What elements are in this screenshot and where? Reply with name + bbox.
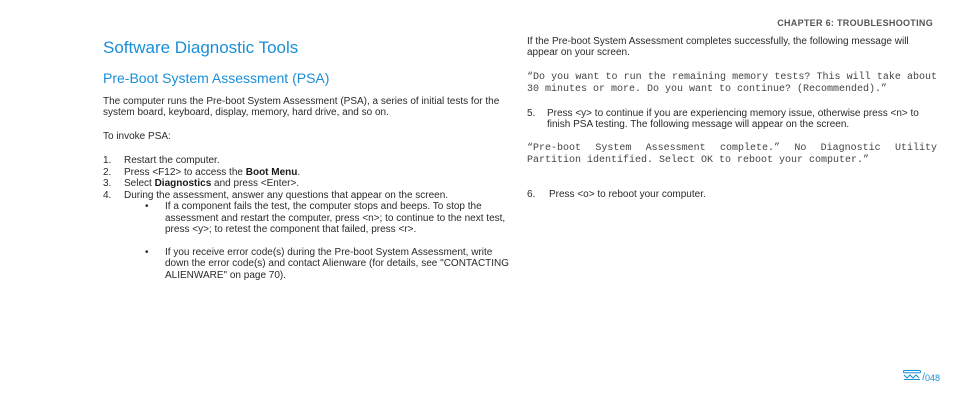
- step-text: .: [297, 166, 301, 178]
- bullet-icon: •: [145, 201, 149, 212]
- page-footer: [903, 365, 940, 383]
- step-5: [527, 108, 937, 130]
- step-text: Press <y> to continue if you are experiencing memory issue, otherwise press <n> to finish PSA testing. The following message will appear on the screen.: [547, 108, 919, 130]
- boot-menu-label: Boot Menu: [245, 166, 298, 178]
- list-item: [103, 190, 513, 282]
- step-number: 6.: [527, 189, 536, 200]
- step-number: 5.: [527, 108, 536, 119]
- step-number: 2.: [103, 166, 112, 178]
- steps-list: [103, 155, 513, 281]
- page-number: 048: [924, 373, 940, 383]
- bullet-list: [124, 201, 513, 281]
- step-text: During the assessment, answer any questions that appear on the screen.: [124, 189, 449, 201]
- step-text: Press <F12> to access the: [124, 166, 246, 178]
- page-title: Software Diagnostic Tools: [103, 38, 299, 57]
- step-number: 1.: [103, 155, 112, 166]
- diagnostics-label: Diagnostics: [154, 178, 212, 189]
- step-text: Press <o> to reboot your computer.: [549, 189, 706, 200]
- step-text: Restart the computer.: [124, 155, 220, 166]
- success-paragraph: If the Pre-boot System Assessment completes successfully, the following message will appear on your screen.: [527, 36, 909, 58]
- bullet-item: [143, 201, 513, 236]
- memory-test-message: “Do you want to run the remaining memory tests? This will take about 30 minutes or more. Do you want to continue? (Recommended).”: [527, 72, 937, 95]
- invoke-paragraph: To invoke PSA:: [103, 131, 171, 142]
- alienware-logo-icon: [903, 370, 921, 380]
- bullet-icon: •: [145, 246, 149, 258]
- step-text: Select: [124, 178, 155, 189]
- list-item: [103, 167, 513, 179]
- left-column: [103, 36, 513, 281]
- step-6: [527, 189, 937, 200]
- step-number: 4.: [103, 189, 112, 201]
- step-text: and press <Enter>.: [211, 178, 300, 189]
- section-title: Pre-Boot System Assessment (PSA): [103, 70, 330, 86]
- list-item: [103, 155, 513, 167]
- assessment-complete-message: “Pre-boot System Assessment complete.” No Diagnostic Utility Partition identified. Select OK to reboot your computer.”: [527, 143, 937, 166]
- intro-paragraph: The computer runs the Pre-boot System Assessment (PSA), a series of initial tests for the system board, keyboard, display, memory, hard drive, and so on.: [103, 96, 500, 118]
- bullet-text: If you receive error code(s) during the Pre-boot System Assessment, write down the error code(s) and contact Alienware (for details, see "CONTACTING ALIENWARE" on page 70).: [165, 246, 510, 281]
- page-slash: /: [922, 372, 925, 383]
- list-item: [103, 178, 513, 190]
- chapter-header: CHAPTER 6: TROUBLESHOOTING: [777, 18, 933, 28]
- step-number: 3.: [103, 178, 112, 189]
- bullet-item: [143, 247, 513, 282]
- right-column: [527, 36, 937, 200]
- bullet-text: If a component fails the test, the computer stops and beeps. To stop the assessment and restart the computer, press <n>; to continue to the next test, press <y>; to retest the component that failed, press <r>.: [165, 201, 506, 235]
